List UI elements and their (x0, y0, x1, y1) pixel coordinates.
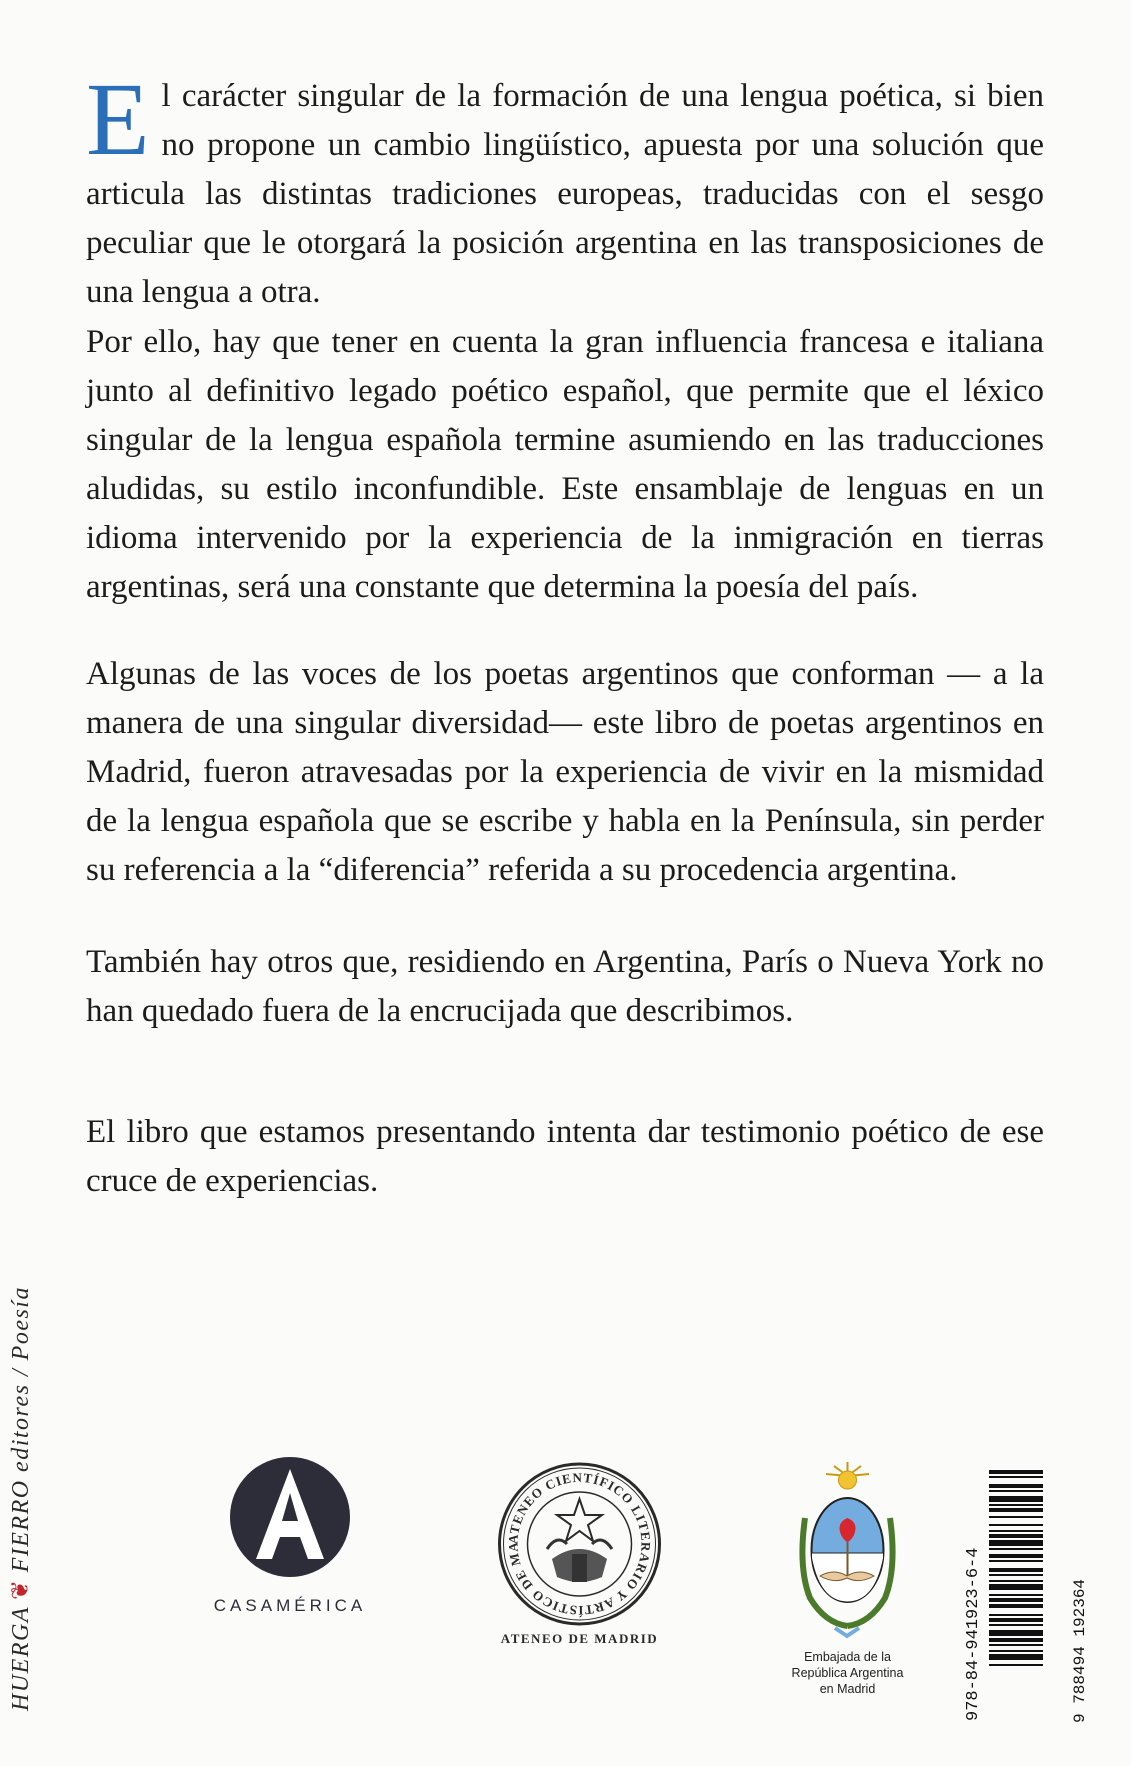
barcode-bar (989, 1496, 1043, 1502)
barcode-bar (989, 1644, 1043, 1646)
barcode-bar (989, 1664, 1043, 1666)
barcode-bar (989, 1598, 1043, 1602)
casamerica-emblem-icon (200, 1455, 380, 1595)
embajada-logo (780, 1458, 915, 1708)
barcode-digits: 9 788494 192364 (1071, 1578, 1089, 1723)
barcode-bar (989, 1604, 1043, 1608)
barcode-bar (989, 1568, 1043, 1572)
barcode-bar (989, 1560, 1043, 1562)
publisher-spine (3, 1071, 39, 1711)
barcode-bar (989, 1618, 1043, 1622)
barcode-bar (989, 1650, 1043, 1652)
isbn-number: 978-84-941923-6-4 (964, 1547, 983, 1721)
barcode-bar (989, 1554, 1043, 1558)
barcode-bar (989, 1490, 1043, 1492)
barcode-bar (989, 1534, 1043, 1538)
barcode-bar (989, 1574, 1043, 1576)
paragraph-2: Por ello, hay que tener en cuenta la gran influencia francesa e italiana junto al definitivo legado poético español, que permite que el léxico singular de la lengua española termine asumiendo en las traducciones aludidas, su estilo inconfundible. Este ensamblaje de lenguas en un idioma intervenido por la experiencia de la inmigración en tierras argentinas, será una constante que determina la poesía del país. (86, 324, 1044, 605)
ateneo-logo (492, 1459, 667, 1664)
barcode-bar (989, 1638, 1043, 1642)
ateneo-seal-icon (492, 1459, 667, 1629)
barcode-bar (989, 1624, 1043, 1626)
barcode-bar (989, 1516, 1043, 1518)
barcode-bar (989, 1548, 1043, 1550)
ateneo-label: ATENEO DE MADRID (500, 1631, 659, 1646)
barcode-bar (989, 1580, 1043, 1582)
paragraph-3: Algunas de las voces de los poetas argentinos que conforman — a la manera de una singular diversidad— este libro de poetas argentinos en Madrid, fueron atravesadas por la experiencia de vivir en la mismidad de la lengua española que se escribe y habla en la Península, sin perder su referencia a la “diferencia” referida a su procedencia argentina. (86, 656, 1044, 888)
barcode-bar (989, 1524, 1043, 1526)
drop-cap: E (86, 62, 150, 177)
embajada-label-line-2: República Argentina (791, 1666, 904, 1680)
casamerica-logo (200, 1455, 380, 1630)
barcode-bar (989, 1614, 1043, 1616)
embajada-label-line-1: Embajada de la (804, 1650, 891, 1664)
barcode-bar (989, 1630, 1043, 1636)
publisher-name-huerga: HUERGA (8, 1606, 34, 1711)
argentina-coat-of-arms-icon (780, 1458, 915, 1643)
barcode-bar (989, 1530, 1043, 1532)
barcode-bar (989, 1470, 1043, 1474)
paragraph-1 (86, 62, 1044, 317)
casamerica-label: CASAMÉRICA (213, 1596, 367, 1615)
embajada-label (780, 1649, 915, 1697)
barcode-bar (989, 1540, 1043, 1546)
barcode-bar (989, 1476, 1043, 1478)
paragraph-4: También hay otros que, residiendo en Argentina, París o Nueva York no han quedado fuera de la encrucijada que describimos. (86, 944, 1044, 1029)
publisher-name-fierro: FIERRO editores / Poesía (8, 1286, 34, 1573)
embajada-label-line-3: en Madrid (819, 1682, 876, 1696)
publisher-ornament-icon: ❦ (8, 1578, 34, 1601)
paragraph-1-text: l carácter singular de la formación de una lengua poética, si bien no propone un cambio lingüístico, apuesta por una solución que articula las distintas tradiciones europeas, traducidas con el sesgo peculiar que le otorgará la posición argentina en las transposiciones de una lengua a otra. (86, 78, 1044, 310)
barcode-bar (989, 1504, 1043, 1506)
barcode-bar (989, 1594, 1043, 1596)
barcode-bar (989, 1654, 1043, 1660)
paragraph-5: El libro que estamos presentando intenta dar testimonio poético de ese cruce de experiencias. (86, 1114, 1044, 1199)
barcode-bar (989, 1508, 1043, 1512)
barcode-bar (989, 1484, 1043, 1488)
ateneo-ring-text: ATENEO CIENTÍFICO LITERARIO Y ARTÍSTICO DE MA (505, 1469, 654, 1619)
barcode-bar (989, 1584, 1043, 1590)
